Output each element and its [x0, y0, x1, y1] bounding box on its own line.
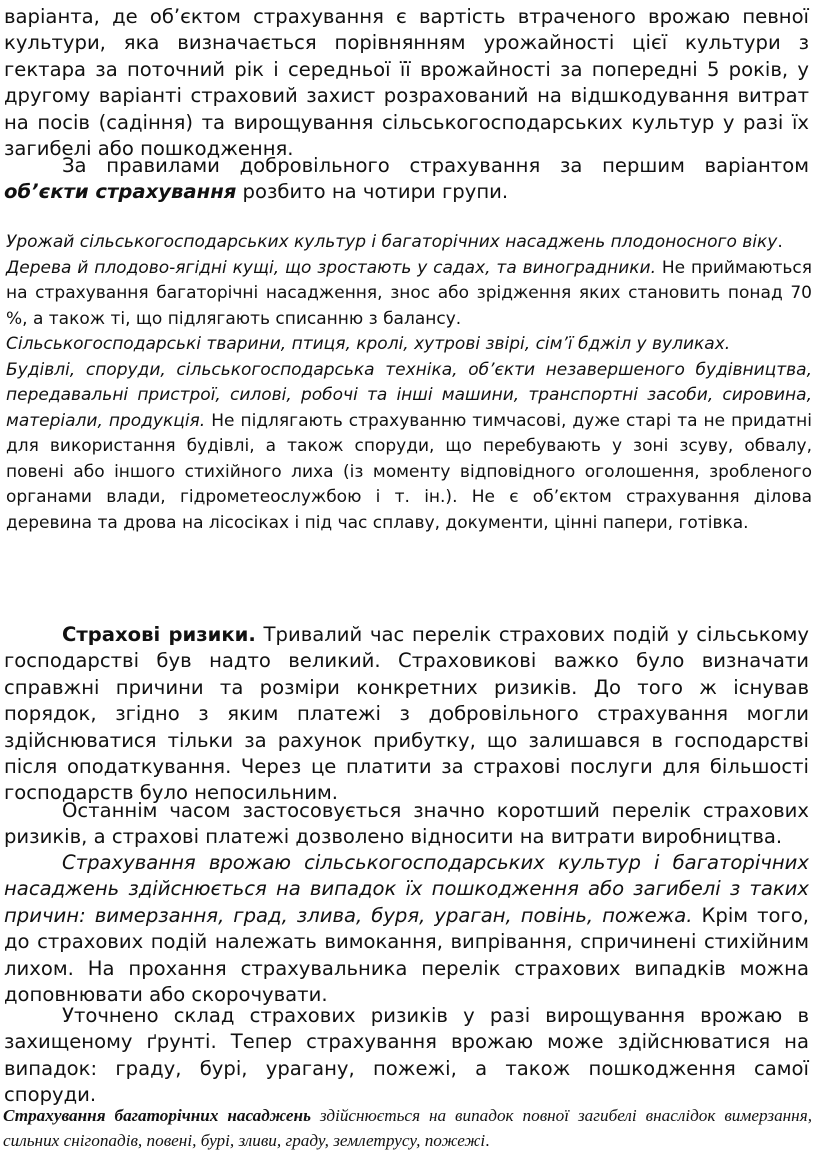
intro-text-start: За правилами добровільного страхування за першим варіантом — [62, 154, 809, 177]
crop-risks-text: Крім того, до страхових подій належать вимокання, випрівання, спричинені стихійним лихом. На прохання страхувальника перелік страхових випадків можна доповнювати або скорочувати. — [4, 903, 809, 1007]
term-insurance-objects: об’єкти страхування — [4, 180, 237, 204]
list-item-animals — [0, 332, 816, 358]
intro-text-end: розбито на чотири групи. — [236, 180, 509, 204]
risks-text: Тривалий час перелік страхових подій у сільському господарстві був надто великий. Страховикові важко було визначати справжні причини та розміри конкретних ризиків. До того ж існував порядок, згідно з яким платежі з добровільного страхування могли здійснюватися тільки за рахунок прибутку, що залишався в господарстві після оподаткування. Через це платити за страхові послуги для більшості господарств було непосильним. — [4, 623, 809, 805]
list-item-text: Не приймаються на страхування багаторічні насадження, знос або зрідження яких становить понад 70 %, а також ті, що підлягають списанню з балансу. — [6, 257, 812, 329]
perennial-risks-italic: здійснюється на випадок повної загибелі внаслідок вимерзання, сильних снігопадів, повені, бурі, зливи, граду, землетрусу, пожежі — [3, 1106, 812, 1150]
list-item-text: Не підлягають страхуванню тимчасові, дуже старі та не придатні для використання будівлі, а також споруди, що перебувають у зоні зсуву, обвалу, повені або іншого стихійного лиха (із моменту відповідного оголошення, зробленого органами влади, гідрометеослужбою і т. ін.). Не є об’єктом страхування ділова деревина та дрова на лісосіках і під час сплаву, документи, цінні папери, готівка. — [6, 410, 813, 533]
list-item-italic: Дерева й плодово-ягідні кущі, що зростають у садах, та виноградники. — [6, 257, 656, 278]
crop-risks-italic: Страхування врожаю сільськогосподарських культур і багаторічних насаджень здійснюється на випадок їх пошкодження або загибелі з таких причин: вимерзання, град, злива, буря, ураган, повінь, пожежа. — [4, 851, 809, 927]
paragraph-greenhouse-risks: Уточнено склад страхових ризиків у разі вирощування врожаю в захищеному ґрунті. Тепер страхування врожаю може здійснюватися на випадок: граду, бурі, урагану, пожежі, а також пошкодження самої споруди. — [4, 1004, 809, 1107]
object-groups-list — [0, 230, 816, 536]
paragraph-variant-description: варіанта, де об’єктом страхування є вартість втраченого врожаю певної культури, яка визначається порівнянням урожайності цієї культури з гектара за поточний рік і середньої її врожайності за попередні 5 років, у другому варіанті страховий захист розрахований на відшкодування витрат на посів (садіння) та вирощування сільськогосподарських культур у разі їх загибелі або пошкодження. — [4, 5, 809, 161]
list-item-crops — [0, 230, 816, 256]
list-item-buildings — [0, 358, 816, 537]
perennial-risks-end: . — [485, 1131, 490, 1150]
list-item-text: . — [777, 232, 783, 252]
term-perennial-plantings: Страхування багаторічних насаджень — [3, 1106, 311, 1125]
paragraph-insurance-risks — [0, 622, 816, 807]
heading-insurance-risks: Страхові ризики. — [62, 623, 256, 646]
list-item-italic: Будівлі, споруди, сільськогосподарська техніка, об’єкти незавершеного будівництва, передавальні пристрої, силові, робочі та інші машини, транспортні засоби, сировина, матеріали, продукція. — [6, 359, 812, 431]
paragraph-crop-insurance-risks — [0, 850, 816, 1008]
list-item-italic: Сільськогосподарські тварини, птиця, кролі, хутрові звірі, сім’ї бджіл у вуликах. — [6, 334, 731, 354]
list-item-trees — [0, 256, 816, 333]
paragraph-object-groups-intro — [0, 153, 816, 206]
list-item-italic: Урожай сільськогосподарських культур і багаторічних насаджень плодоносного віку — [6, 232, 778, 252]
paragraph-shorter-risk-list: Останнім часом застосовується значно коротший перелік страхових ризиків, а страхові платежі дозволено відносити на витрати виробництва. — [4, 799, 809, 849]
paragraph-perennial-plantings — [0, 1103, 816, 1153]
